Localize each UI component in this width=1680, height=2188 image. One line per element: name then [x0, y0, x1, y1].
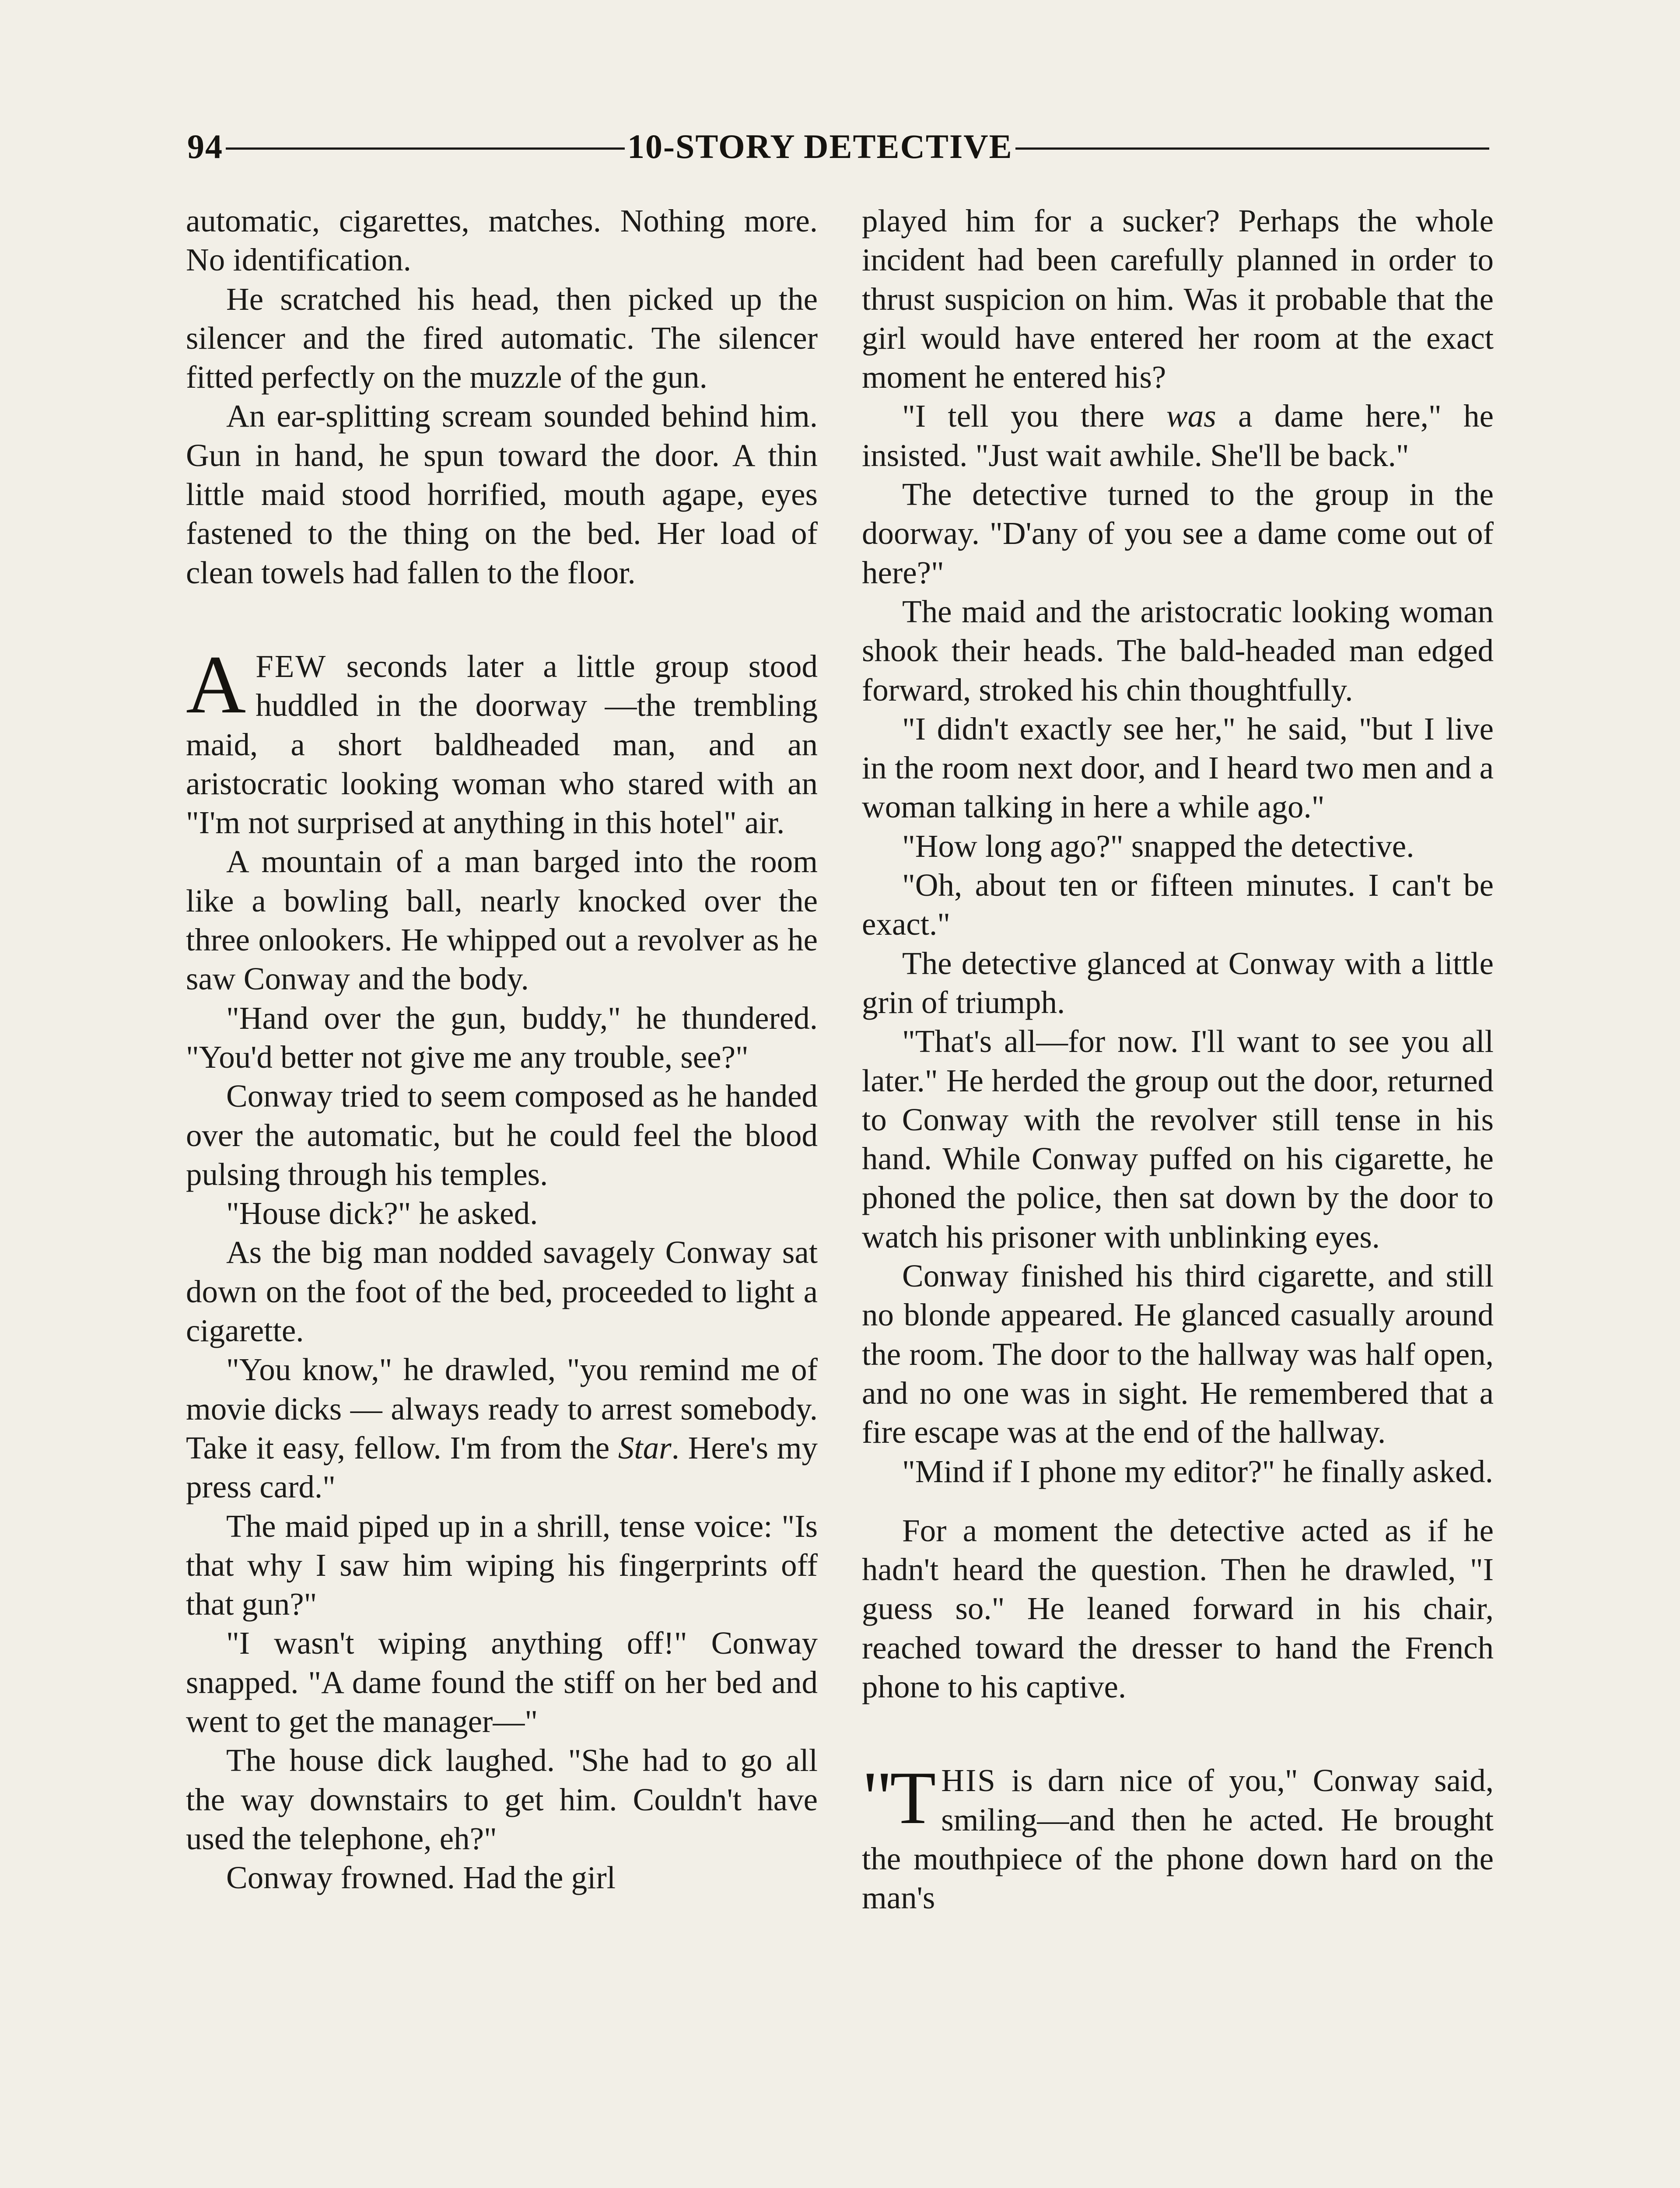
paragraph: "Oh, about ten or fifteen minutes. I can't be exact." — [862, 867, 1494, 942]
paragraph-text: "I tell you there — [902, 398, 1167, 434]
paragraph — [186, 1350, 818, 1506]
section-opening-paragraph — [862, 1757, 1494, 1917]
page-header — [187, 123, 1492, 171]
small-caps-lead: FEW — [256, 648, 327, 684]
paragraph: The house dick laughed. "She had to go all the way downstairs to get him. Couldn't have used the telephone, eh?" — [186, 1743, 818, 1856]
header-rule-right — [1015, 147, 1489, 150]
paragraph-text: seconds later a little group stood huddled in the doorway —the trembling maid, a short baldheaded man, and an aristocratic looking woman who stared with an "I'm not surprised at anything in this hotel" air. — [186, 648, 818, 841]
magazine-title: 10-STORY DETECTIVE — [627, 127, 1013, 165]
paragraph: "Mind if I phone my editor?" he finally asked. — [902, 1453, 1493, 1489]
paragraph: A mountain of a man barged into the room like a bowling ball, nearly knocked over the three onlookers. He whipped out a revolver as he saw Conway and the body. — [186, 844, 818, 997]
paragraph: The detective turned to the group in the doorway. "D'any of you see a dame come out of here?" — [862, 477, 1494, 590]
paragraph-text: a dame here," he insisted. "Just wait awhile. She'll be back." — [862, 398, 1494, 473]
paragraph — [862, 396, 1494, 475]
paragraph-text: "You know," he drawled, "you remind me of movie dicks — always ready to arrest somebody. Take it easy, fellow. I'm from the — [186, 1352, 818, 1466]
paragraph: He scratched his head, then picked up the silencer and the fired automatic. The silencer fitted perfectly on the muzzle of the gun. — [186, 281, 818, 395]
paragraph: The detective glanced at Conway with a little grin of triumph. — [862, 945, 1494, 1020]
paragraph: As the big man nodded savagely Conway sat down on the foot of the bed, proceeded to light a cigarette. — [186, 1234, 818, 1349]
paragraph: "How long ago?" snapped the detective. — [902, 828, 1414, 864]
paragraph: An ear-splitting scream sounded behind him. Gun in hand, he spun toward the door. A thin little maid stood horrified, mouth agape, eyes fastened to the thing on the bed. Her load of clean towels had fallen to the floor. — [186, 398, 818, 590]
paragraph: "I didn't exactly see her," he said, "but I live in the room next door, and I heard two men and a woman talking in here a while ago." — [862, 711, 1494, 825]
paragraph: automatic, cigarettes, matches. Nothing more. No identification. — [186, 203, 818, 278]
page-number: 94 — [187, 127, 223, 165]
paragraph: The maid and the aristocratic looking woman shook their heads. The bald-headed man edged forward, stroked his chin thoughtfully. — [862, 593, 1494, 708]
section-opening-paragraph — [186, 638, 818, 842]
paragraph: The maid piped up in a shrill, tense voice: "Is that why I saw him wiping his fingerprints off that gun?" — [186, 1508, 818, 1622]
drop-cap: "T — [862, 1757, 934, 1840]
paragraph: Conway frowned. Had the girl — [226, 1860, 616, 1896]
drop-cap: A — [186, 638, 246, 731]
italic-text: was — [1166, 398, 1216, 434]
small-caps-lead: HIS — [941, 1763, 997, 1799]
paragraph: Conway finished his third cigarette, and still no blonde appeared. He glanced casually around the room. The door to the hallway was half open, and no one was in sight. He remembered that a fire escape was at the end of the hallway. — [862, 1258, 1494, 1450]
italic-text: Star — [618, 1430, 672, 1466]
paragraph: Conway tried to seem composed as he handed over the automatic, but he could feel the blood pulsing through his temples. — [186, 1078, 818, 1192]
left-column — [186, 201, 818, 1897]
paragraph-text: is darn nice of you," Conway said, smiling—and then he acted. He brought the mouthpiece of the phone down hard on the man's — [862, 1763, 1494, 1916]
paragraph: played him for a sucker? Perhaps the whole incident had been carefully planned in order to thrust suspicion on him. Was it probable that the girl would have entered her room at the exact moment he entered his? — [862, 203, 1494, 395]
paragraph: "That's all—for now. I'll want to see you all later." He herded the group out the door, returned to Conway with the revolver still tense in his hand. While Conway puffed on his cigarette, he phoned the police, then sat down by the door to watch his prisoner with unblinking eyes. — [862, 1024, 1494, 1255]
paragraph-text: . Here's my press card." — [186, 1430, 818, 1505]
header-rule-left — [226, 147, 625, 150]
paragraph: For a moment the detective acted as if he hadn't heard the question. Then he drawled, "I guess so." He leaned forward in his chair, reached toward the dresser to hand the French phone to his captive. — [862, 1512, 1494, 1704]
paragraph: "I wasn't wiping anything off!" Conway snapped. "A dame found the stiff on her bed and went to get the manager—" — [186, 1625, 818, 1739]
paragraph: "Hand over the gun, buddy," he thundered. "You'd better not give me any trouble, see?" — [186, 1000, 818, 1075]
right-column — [862, 201, 1494, 1917]
paragraph: "House dick?" he asked. — [226, 1196, 538, 1231]
